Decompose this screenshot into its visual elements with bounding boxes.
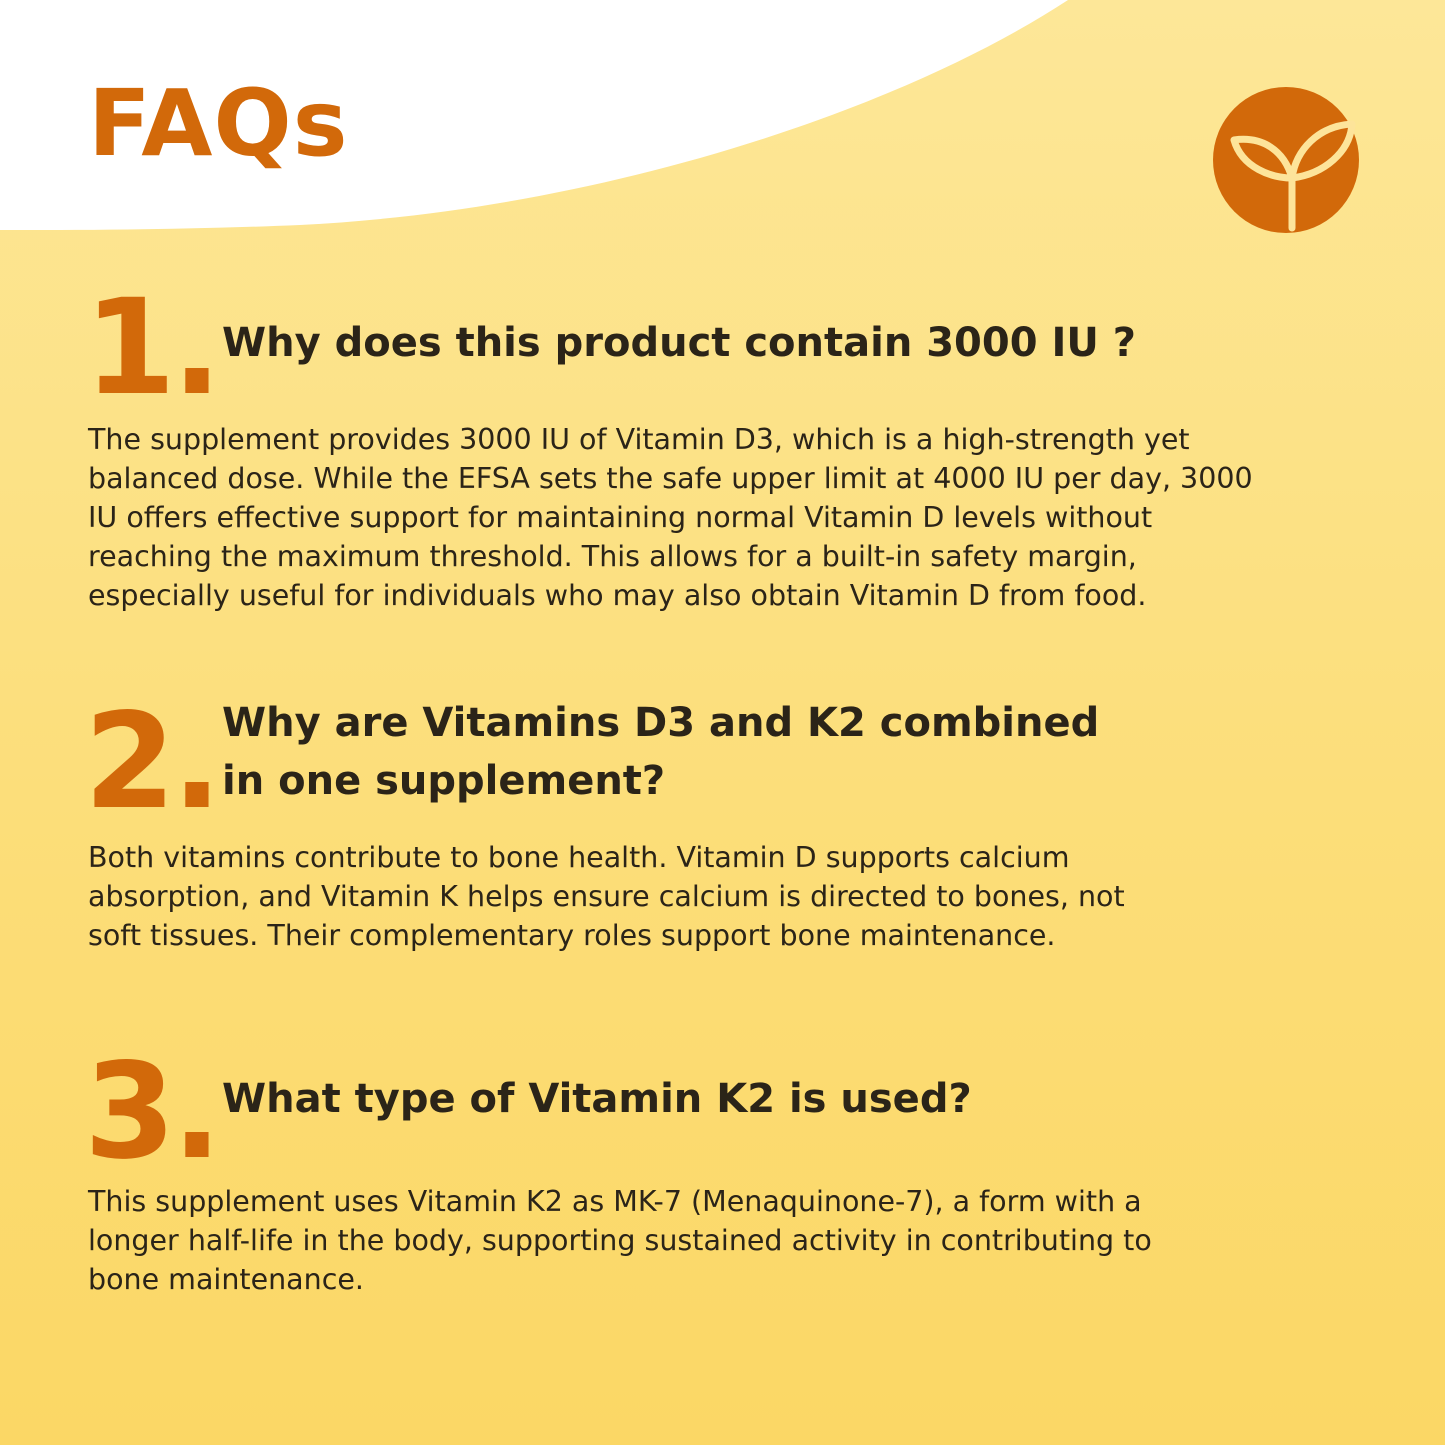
faq-question: Why are Vitamins D3 and K2 combined in one supplement? <box>222 700 1100 804</box>
page-title: FAQs <box>88 70 349 177</box>
faq-number: 3. <box>84 1035 218 1189</box>
faq-answer: This supplement uses Vitamin K2 as MK-7 (Menaquinone-7), a form with a longer half-life in the body, supporting sustained activity in contributing to bone maintenance. <box>88 1185 1152 1296</box>
faq-question: Why does this product contain 3000 IU ? <box>222 320 1136 366</box>
faq-question: What type of Vitamin K2 is used? <box>222 1076 972 1122</box>
faq-answer: The supplement provides 3000 IU of Vitamin D3, which is a high-strength yet balanced dose. While the EFSA sets the safe upper limit at 4000 IU per day, 3000 IU offers effective support for maintaining normal Vitamin D levels without reaching the maximum threshold. This allows for a built-in safety margin, especially useful for individuals who may also obtain Vitamin D from food. <box>88 423 1253 612</box>
faq-number: 2. <box>84 685 218 839</box>
sprout-icon <box>1212 86 1360 234</box>
faq-answer: Both vitamins contribute to bone health. Vitamin D supports calcium absorption, and Vitamin K helps ensure calcium is directed to bones, not soft tissues. Their complementary roles support bone maintenance. <box>88 841 1125 952</box>
faq-number: 1. <box>84 271 218 425</box>
